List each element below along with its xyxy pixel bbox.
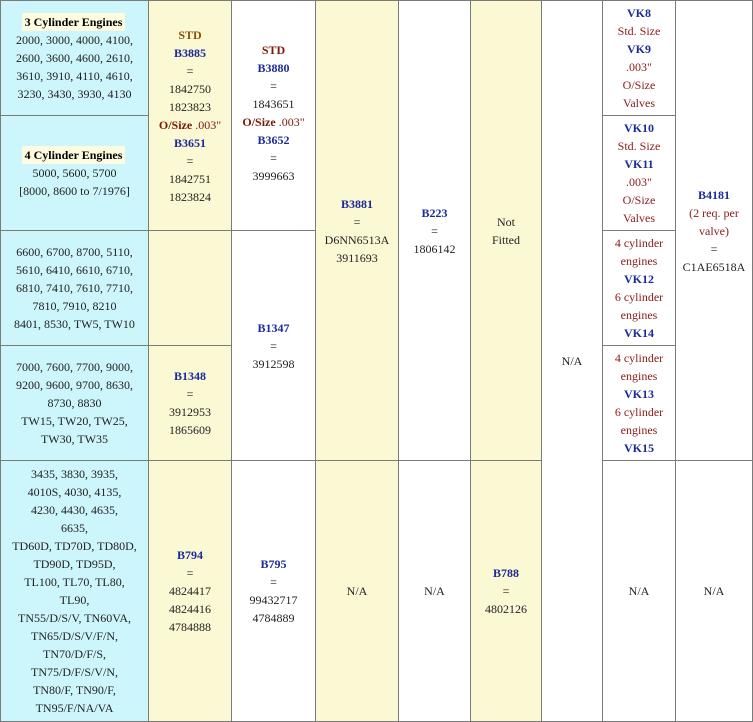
part-number: B3651 bbox=[173, 135, 206, 150]
ref-number: 4784888 bbox=[169, 620, 211, 634]
engine-text: 6 cylinder bbox=[614, 290, 664, 304]
models-group-4 bbox=[1, 346, 149, 461]
engine-text: engines bbox=[620, 254, 658, 268]
engine-text: engines bbox=[620, 369, 658, 383]
model-line: 6635, bbox=[61, 521, 88, 535]
cell-vk10-vk11 bbox=[603, 116, 676, 231]
ref-number: 4784889 bbox=[252, 611, 295, 625]
part-number: VK8 bbox=[627, 6, 651, 20]
cell-b3885 bbox=[149, 1, 232, 231]
ref-number: 1823823 bbox=[169, 99, 211, 114]
engine-text: 6 cylinder bbox=[614, 405, 664, 419]
model-line: 3435, 3830, 3935, bbox=[31, 467, 118, 481]
part-number: B795 bbox=[260, 557, 287, 571]
ref-number: 3911693 bbox=[336, 250, 378, 265]
model-line: [8000, 8600 to 7/1976] bbox=[19, 184, 130, 198]
engine-text: engines bbox=[620, 423, 658, 437]
ref-number: 3999663 bbox=[252, 169, 295, 183]
model-line: 2600, 3600, 4600, 2610, bbox=[16, 51, 133, 65]
equals: = bbox=[270, 151, 277, 165]
model-line: 4230, 4430, 4635, bbox=[31, 503, 118, 517]
ref-number: 1842750 bbox=[169, 81, 211, 96]
models-3-cylinder bbox=[1, 1, 149, 116]
size-text: O/Size bbox=[622, 193, 656, 207]
ref-number: C1AE6518A bbox=[682, 259, 746, 274]
oversize-value: .003" bbox=[195, 117, 222, 132]
equals: = bbox=[270, 79, 277, 93]
equals: = bbox=[186, 63, 194, 78]
cell-na bbox=[676, 461, 753, 722]
model-line: TW30, TW35 bbox=[40, 432, 109, 446]
model-line: 4010S, 4030, 4135, bbox=[27, 485, 122, 499]
cell-b4181 bbox=[676, 1, 753, 461]
model-line: 5000, 5600, 5700 bbox=[32, 166, 117, 180]
size-text: Std. Size bbox=[617, 24, 661, 38]
model-line: 5610, 6410, 6610, 6710, bbox=[16, 263, 133, 277]
cell-b794 bbox=[149, 461, 232, 722]
std-label: STD bbox=[178, 27, 202, 42]
std-label: STD bbox=[261, 43, 286, 57]
equals: = bbox=[270, 338, 277, 353]
ref-number: 3912953 bbox=[169, 405, 211, 419]
model-line: 6600, 6700, 8700, 5110, bbox=[16, 245, 133, 259]
models-4-cylinder bbox=[1, 116, 149, 231]
not-fitted-text: Fitted bbox=[491, 232, 520, 247]
model-line: TL90, bbox=[59, 593, 90, 607]
engine-text: 4 cylinder bbox=[614, 351, 664, 365]
engine-text: 4 cylinder bbox=[614, 236, 664, 250]
model-line: TN55/D/S/V, TN60VA, bbox=[17, 611, 132, 625]
cell-vk8-vk9 bbox=[603, 1, 676, 116]
cell-empty bbox=[149, 231, 232, 346]
part-number: B788 bbox=[492, 566, 519, 580]
ref-number: 3912598 bbox=[252, 356, 295, 371]
oversize-value: .003" bbox=[278, 115, 305, 129]
oversize-text: O/Size bbox=[158, 117, 193, 132]
model-line: 7000, 7600, 7700, 9000, bbox=[16, 360, 133, 374]
ref-number: 4824417 bbox=[169, 584, 211, 598]
ref-number: 1843651 bbox=[252, 97, 295, 111]
model-line: TN65/D/S/V/F/N, bbox=[30, 629, 118, 643]
part-number: B223 bbox=[421, 205, 448, 220]
size-text: Valves bbox=[623, 211, 655, 225]
equals: = bbox=[186, 566, 194, 580]
size-text: .003" bbox=[626, 175, 652, 189]
cell-not-fitted bbox=[471, 1, 542, 461]
note-text: (2 req. per valve) bbox=[689, 205, 739, 238]
model-line: 9200, 9600, 9700, 8630, bbox=[16, 378, 133, 392]
model-line: 8401, 8530, TW5, TW10 bbox=[14, 317, 135, 331]
equals: = bbox=[431, 223, 438, 238]
part-number: VK15 bbox=[624, 441, 654, 455]
model-line: 3230, 3430, 3930, 4130 bbox=[17, 87, 132, 101]
na-text: N/A bbox=[628, 584, 650, 598]
ref-number: 99432717 bbox=[249, 593, 298, 607]
equals: = bbox=[186, 387, 194, 401]
model-line: 8730, 8830 bbox=[47, 396, 102, 410]
part-number: B1347 bbox=[257, 320, 290, 335]
ref-number: 1842751 bbox=[169, 171, 211, 186]
size-text: Valves bbox=[623, 96, 655, 110]
ref-number: D6NN6513A bbox=[324, 232, 390, 247]
cell-vk12-vk14 bbox=[603, 231, 676, 346]
ref-number: 1806142 bbox=[413, 241, 456, 256]
cell-na bbox=[316, 461, 399, 722]
size-text: O/Size bbox=[622, 78, 656, 92]
models-group-3 bbox=[1, 231, 149, 346]
na-text: N/A bbox=[424, 584, 445, 598]
cell-b1348 bbox=[149, 346, 232, 461]
cell-b223 bbox=[399, 1, 471, 461]
oversize-text: O/Size bbox=[242, 115, 276, 129]
model-line: TN75/D/F/S/V/N, bbox=[30, 665, 118, 679]
oversize-label bbox=[236, 113, 311, 131]
not-fitted-text: Not bbox=[497, 214, 515, 229]
cell-b1347 bbox=[232, 231, 316, 461]
part-number: VK9 bbox=[627, 42, 651, 56]
ref-number: 4824416 bbox=[169, 602, 211, 616]
model-line: TD90D, TD95D, bbox=[33, 557, 116, 571]
model-line: 3610, 3910, 4110, 4610, bbox=[16, 69, 133, 83]
group-title-3-cylinder: 3 Cylinder Engines bbox=[22, 13, 126, 31]
equals: = bbox=[502, 584, 510, 598]
model-line: 7810, 7910, 8210 bbox=[32, 299, 117, 313]
part-number: B3652 bbox=[257, 133, 290, 147]
part-number: B794 bbox=[176, 548, 203, 562]
cell-b3880 bbox=[232, 1, 316, 231]
cell-na bbox=[399, 461, 471, 722]
part-number: VK12 bbox=[624, 272, 654, 286]
cell-b788 bbox=[471, 461, 542, 722]
equals: = bbox=[186, 153, 194, 168]
ref-number: 4802126 bbox=[485, 602, 527, 616]
cell-na bbox=[603, 461, 676, 722]
part-number: B3880 bbox=[257, 61, 290, 75]
model-line: TL100, TL70, TL80, bbox=[24, 575, 125, 589]
engine-text: engines bbox=[620, 308, 658, 322]
cell-b795 bbox=[232, 461, 316, 722]
part-number: B3885 bbox=[173, 45, 206, 60]
equals: = bbox=[270, 575, 277, 589]
model-line: 6810, 7410, 7610, 7710, bbox=[16, 281, 133, 295]
model-line: 2000, 3000, 4000, 4100, bbox=[16, 33, 133, 47]
na-text: N/A bbox=[703, 584, 725, 598]
cell-na-column bbox=[542, 1, 603, 722]
size-text: .003" bbox=[626, 60, 652, 74]
na-text: N/A bbox=[561, 354, 583, 368]
cell-vk13-vk15 bbox=[603, 346, 676, 461]
part-number: VK13 bbox=[624, 387, 654, 401]
part-number: VK11 bbox=[624, 157, 654, 171]
part-number: B1348 bbox=[173, 369, 206, 383]
na-text: N/A bbox=[346, 584, 368, 598]
model-line: TN70/D/F/S, bbox=[42, 647, 106, 661]
part-number: VK14 bbox=[624, 326, 654, 340]
models-group-5 bbox=[1, 461, 149, 722]
part-number: VK10 bbox=[624, 121, 654, 135]
equals: = bbox=[710, 241, 718, 256]
model-line: TD60D, TD70D, TD80D, bbox=[12, 539, 137, 553]
model-line: TW15, TW20, TW25, bbox=[21, 414, 128, 428]
model-line: TN95/F/NA/VA bbox=[35, 701, 114, 715]
model-line: TN80/F, TN90/F, bbox=[33, 683, 116, 697]
part-number: B4181 bbox=[697, 187, 730, 202]
ref-number: 1865609 bbox=[169, 423, 211, 437]
equals: = bbox=[353, 214, 361, 229]
cell-b3881 bbox=[316, 1, 399, 461]
group-title-4-cylinder: 4 Cylinder Engines bbox=[22, 146, 126, 164]
part-number: B3881 bbox=[340, 196, 373, 211]
oversize-label bbox=[153, 116, 227, 134]
ref-number: 1823824 bbox=[169, 189, 211, 204]
size-text: Std. Size bbox=[617, 139, 661, 153]
